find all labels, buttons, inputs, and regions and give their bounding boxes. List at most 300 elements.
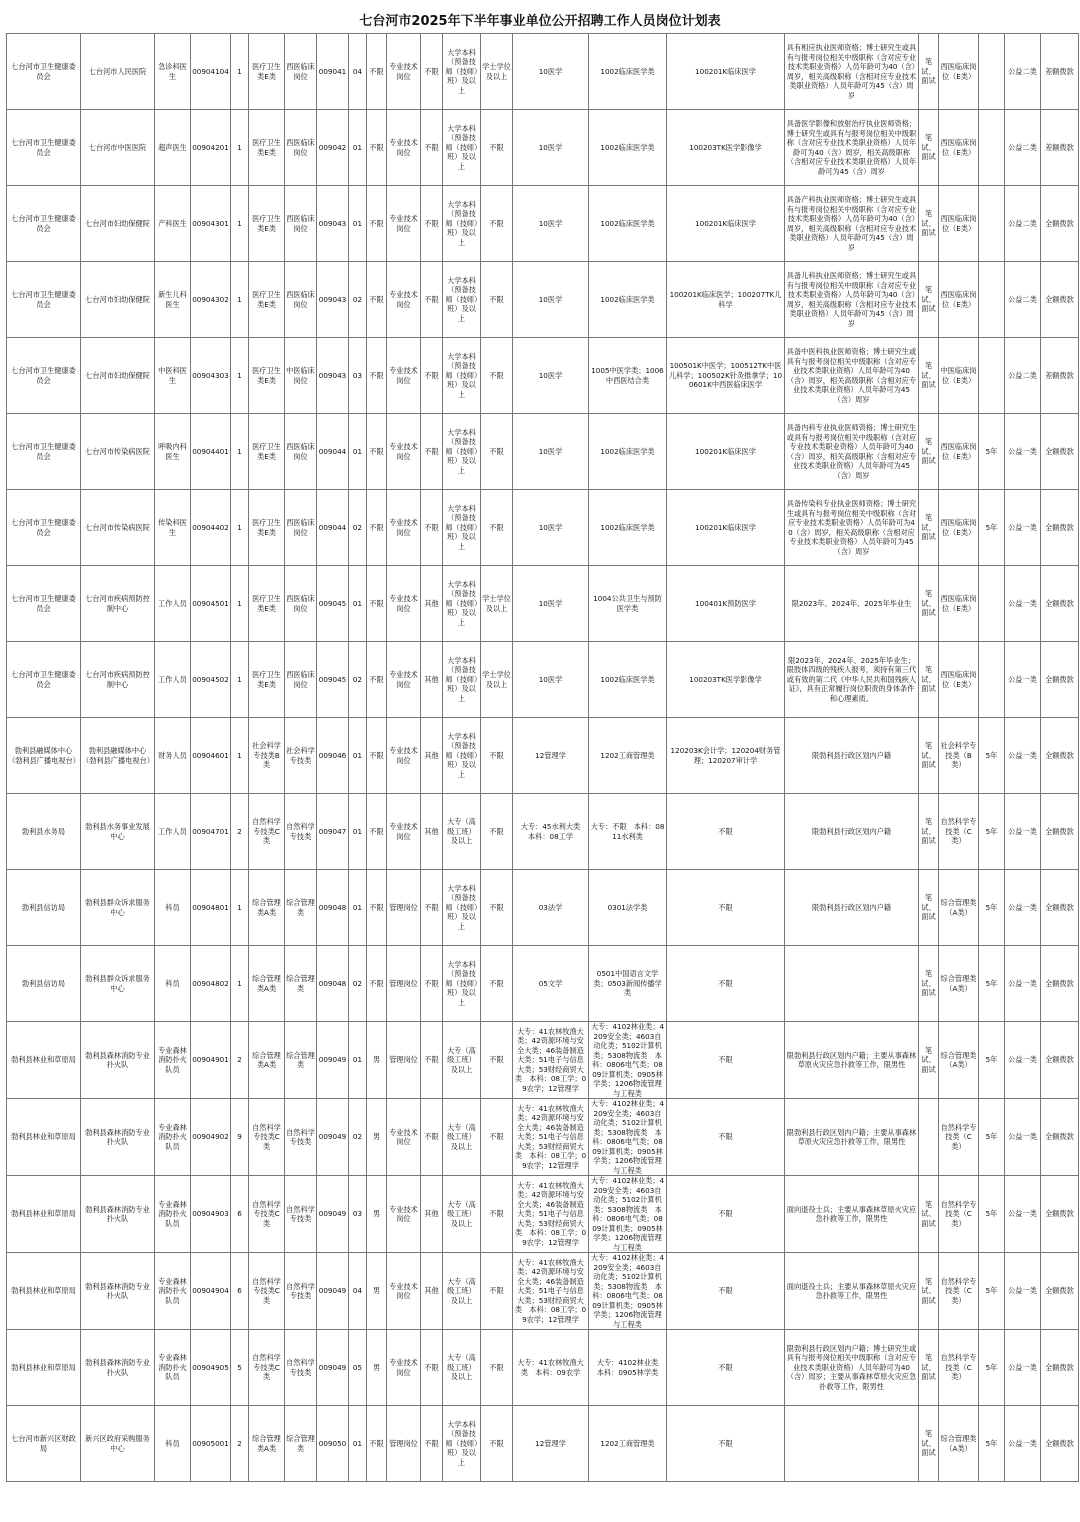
exam-method-cell: 笔试、面试	[919, 718, 939, 794]
service-term-cell: 5年	[979, 1176, 1005, 1253]
table-row	[7, 490, 1079, 566]
table-row	[7, 1022, 1079, 1099]
employer-cell: 勃利县群众诉求服务中心	[81, 946, 155, 1022]
degree-cell: 不限	[481, 338, 513, 414]
education-cell: 大专（高级工班）及以上	[443, 1022, 481, 1099]
post-type-cell: 管理岗位	[387, 870, 421, 946]
target-group-cell: 不限	[421, 1330, 443, 1406]
position-code-cell: 00904402	[191, 490, 231, 566]
exam-type-cell: 西医临床岗位	[285, 566, 317, 642]
unit-type-cell: 公益二类	[1005, 34, 1041, 110]
degree-cell: 不限	[481, 110, 513, 186]
major-cell: 不限	[667, 946, 785, 1022]
degree-cell: 不限	[481, 1176, 513, 1253]
funding-type-cell: 全额拨款	[1041, 718, 1079, 794]
competent-dept-cell: 勃利县信访局	[7, 946, 81, 1022]
post-type-cell: 专业技术岗位	[387, 642, 421, 718]
education-cell: 大专（高级工班）及以上	[443, 794, 481, 870]
major-class-cell: 0301法学类	[589, 870, 667, 946]
degree-cell: 不限	[481, 794, 513, 870]
major-class-cell: 1202工商管理类	[589, 718, 667, 794]
exam-method-cell: 笔试、面试	[919, 794, 939, 870]
position-code-cell: 00904301	[191, 186, 231, 262]
headcount-cell: 1	[231, 110, 249, 186]
written-exam-subject-cell: 西医临床岗位（E类）	[939, 414, 979, 490]
headcount-cell: 2	[231, 1406, 249, 1482]
group-seq-cell: 03	[349, 338, 367, 414]
table-row	[7, 186, 1079, 262]
group-seq-cell: 02	[349, 490, 367, 566]
major-class-cell: 大专：不限 本科：0811水利类	[589, 794, 667, 870]
competent-dept-cell: 七台河市新兴区财政局	[7, 1406, 81, 1482]
job-plan-table	[6, 33, 1079, 1482]
major-cell: 不限	[667, 1022, 785, 1099]
degree-cell: 不限	[481, 1406, 513, 1482]
major-field-cell: 10医学	[513, 414, 589, 490]
group-seq-cell: 05	[349, 1330, 367, 1406]
group-seq-cell: 02	[349, 642, 367, 718]
unit-type-cell: 公益一类	[1005, 1253, 1041, 1330]
service-term-cell	[979, 186, 1005, 262]
position-category-cell: 自然科学专技类C类	[249, 1253, 285, 1330]
service-term-cell: 5年	[979, 794, 1005, 870]
exam-type-cell: 中医临床岗位	[285, 338, 317, 414]
education-cell: 大专（高级工班）及以上	[443, 1330, 481, 1406]
employer-cell: 七台河市中医医院	[81, 110, 155, 186]
position-code-cell: 00904501	[191, 566, 231, 642]
gender-cell: 不限	[367, 718, 387, 794]
position-category-cell: 自然科学专技类C类	[249, 1330, 285, 1406]
major-cell: 不限	[667, 1406, 785, 1482]
competent-dept-cell: 勃利县融媒体中心（勃利县广播电视台）	[7, 718, 81, 794]
position-category-cell: 医疗卫生类E类	[249, 566, 285, 642]
major-cell: 100501K中医学；100512TK中医儿科学；100502K针灸推拿学；100601K中西医临床医学	[667, 338, 785, 414]
position-category-cell: 综合管理类A类	[249, 946, 285, 1022]
funding-type-cell: 差额拨款	[1041, 34, 1079, 110]
degree-cell: 不限	[481, 718, 513, 794]
position-code-cell: 00904601	[191, 718, 231, 794]
exam-type-cell: 综合管理类	[285, 870, 317, 946]
education-cell: 大学本科（预备技师（技师）班）及以上	[443, 34, 481, 110]
headcount-cell: 1	[231, 338, 249, 414]
funding-type-cell: 全额拨款	[1041, 490, 1079, 566]
headcount-cell: 2	[231, 794, 249, 870]
funding-type-cell: 全额拨款	[1041, 870, 1079, 946]
post-type-cell: 专业技术岗位	[387, 490, 421, 566]
education-cell: 大学本科（预备技师（技师）班）及以上	[443, 338, 481, 414]
gender-cell: 不限	[367, 490, 387, 566]
gender-cell: 不限	[367, 946, 387, 1022]
position-name-cell: 新生儿科医生	[155, 262, 191, 338]
table-row	[7, 1176, 1079, 1253]
gender-cell: 男	[367, 1253, 387, 1330]
service-term-cell: 5年	[979, 1253, 1005, 1330]
unit-type-cell: 公益一类	[1005, 1176, 1041, 1253]
target-group-cell: 不限	[421, 414, 443, 490]
written-exam-subject-cell: 西医临床岗位（E类）	[939, 262, 979, 338]
written-exam-subject-cell: 西医临床岗位（E类）	[939, 490, 979, 566]
service-term-cell	[979, 34, 1005, 110]
written-exam-subject-cell: 自然科学专技类（C类）	[939, 1330, 979, 1406]
position-code-cell: 00904903	[191, 1176, 231, 1253]
education-cell: 大学本科（预备技师（技师）班）及以上	[443, 718, 481, 794]
employer-cell: 七台河市传染病医院	[81, 414, 155, 490]
education-cell: 大学本科（预备技师（技师）班）及以上	[443, 490, 481, 566]
exam-group-cell: 009043	[317, 338, 349, 414]
competent-dept-cell: 七台河市卫生健康委员会	[7, 186, 81, 262]
gender-cell: 不限	[367, 338, 387, 414]
exam-group-cell: 009047	[317, 794, 349, 870]
degree-cell: 不限	[481, 1253, 513, 1330]
position-code-cell: 00904104	[191, 34, 231, 110]
education-cell: 大学本科（预备技师（技师）班）及以上	[443, 566, 481, 642]
major-class-cell: 1002临床医学类	[589, 262, 667, 338]
position-category-cell: 医疗卫生类E类	[249, 414, 285, 490]
other-requirements-cell: 限2023年、2024年、2025年毕业生	[785, 566, 919, 642]
major-cell: 100203TK医学影像学	[667, 110, 785, 186]
unit-type-cell: 公益一类	[1005, 566, 1041, 642]
post-type-cell: 专业技术岗位	[387, 186, 421, 262]
exam-group-cell: 009049	[317, 1330, 349, 1406]
employer-cell: 勃利县森林消防专业扑火队	[81, 1253, 155, 1330]
gender-cell: 男	[367, 1330, 387, 1406]
competent-dept-cell: 七台河市卫生健康委员会	[7, 414, 81, 490]
target-group-cell: 不限	[421, 338, 443, 414]
unit-type-cell: 公益一类	[1005, 1022, 1041, 1099]
exam-method-cell	[919, 1099, 939, 1176]
position-name-cell: 超声医生	[155, 110, 191, 186]
unit-type-cell: 公益二类	[1005, 262, 1041, 338]
table-row	[7, 338, 1079, 414]
other-requirements-cell: 面向退役士兵；主要从事森林草原火灾应急扑救等工作，限男性	[785, 1253, 919, 1330]
position-category-cell: 医疗卫生类E类	[249, 262, 285, 338]
exam-group-cell: 009041	[317, 34, 349, 110]
position-code-cell: 00904905	[191, 1330, 231, 1406]
post-type-cell: 专业技术岗位	[387, 110, 421, 186]
other-requirements-cell: 具备传染科专业执业医师资格；博士研究生或具有与报考岗位相关中级职称（含对应专业技术类职业资格）人员年龄可为40（含）周岁，相关高级职称（含相对应专业技术类职业资格）人员年龄可为45（含）周岁	[785, 490, 919, 566]
education-cell: 大学本科（预备技师（技师）班）及以上	[443, 186, 481, 262]
target-group-cell: 其他	[421, 1253, 443, 1330]
position-name-cell: 中医科医生	[155, 338, 191, 414]
funding-type-cell: 全额拨款	[1041, 1253, 1079, 1330]
position-category-cell: 医疗卫生类E类	[249, 110, 285, 186]
exam-method-cell: 笔试、面试	[919, 566, 939, 642]
target-group-cell: 不限	[421, 1099, 443, 1176]
competent-dept-cell: 七台河市卫生健康委员会	[7, 110, 81, 186]
group-seq-cell: 01	[349, 794, 367, 870]
target-group-cell: 其他	[421, 642, 443, 718]
employer-cell: 勃利县群众诉求服务中心	[81, 870, 155, 946]
other-requirements-cell: 限勃利县行政区划内户籍；主要从事森林草原火灾应急扑救等工作，限男性	[785, 1099, 919, 1176]
written-exam-subject-cell: 自然科学专技类（C类）	[939, 1176, 979, 1253]
gender-cell: 不限	[367, 870, 387, 946]
major-class-cell: 大专：4102林业类；4209安全类；4603自动化类；5102计算机类；5308物流类 本科：0806电气类；0809计算机类；0905林学类；1206物流管理与工程类	[589, 1176, 667, 1253]
service-term-cell: 5年	[979, 946, 1005, 1022]
target-group-cell: 其他	[421, 718, 443, 794]
employer-cell: 七台河市妇幼保健院	[81, 338, 155, 414]
major-cell: 不限	[667, 794, 785, 870]
exam-method-cell: 笔试、面试	[919, 870, 939, 946]
funding-type-cell: 全额拨款	[1041, 1022, 1079, 1099]
position-category-cell: 自然科学专技类C类	[249, 794, 285, 870]
exam-method-cell: 笔试、面试	[919, 34, 939, 110]
other-requirements-cell: 限勃利县行政区划内户籍	[785, 794, 919, 870]
target-group-cell: 其他	[421, 1176, 443, 1253]
other-requirements-cell: 限勃利县行政区划内户籍	[785, 718, 919, 794]
competent-dept-cell: 勃利县林业和草原局	[7, 1099, 81, 1176]
written-exam-subject-cell: 自然科学专技类（C类）	[939, 794, 979, 870]
funding-type-cell: 全额拨款	[1041, 1330, 1079, 1406]
table-row	[7, 1330, 1079, 1406]
exam-type-cell: 西医临床岗位	[285, 642, 317, 718]
major-class-cell: 1002临床医学类	[589, 34, 667, 110]
major-field-cell: 大专：41农林牧渔大类；42资源环境与安全大类；46装备制造大类；51电子与信息大类；53财经商贸大类 本科：08工学；09农学；12管理学	[513, 1022, 589, 1099]
table-row	[7, 718, 1079, 794]
exam-type-cell: 西医临床岗位	[285, 262, 317, 338]
major-cell: 不限	[667, 1253, 785, 1330]
major-class-cell: 1002临床医学类	[589, 110, 667, 186]
exam-group-cell: 009044	[317, 414, 349, 490]
group-seq-cell: 01	[349, 186, 367, 262]
major-cell: 不限	[667, 870, 785, 946]
exam-method-cell: 笔试、面试	[919, 946, 939, 1022]
major-field-cell: 10医学	[513, 338, 589, 414]
target-group-cell: 不限	[421, 870, 443, 946]
employer-cell: 七台河市传染病医院	[81, 490, 155, 566]
group-seq-cell: 02	[349, 262, 367, 338]
group-seq-cell: 03	[349, 1176, 367, 1253]
exam-type-cell: 西医临床岗位	[285, 490, 317, 566]
major-field-cell: 大专：45水利大类 本科：08工学	[513, 794, 589, 870]
degree-cell: 不限	[481, 186, 513, 262]
group-seq-cell: 01	[349, 1022, 367, 1099]
table-row	[7, 1253, 1079, 1330]
written-exam-subject-cell: 综合管理类（A类）	[939, 870, 979, 946]
post-type-cell: 专业技术岗位	[387, 794, 421, 870]
other-requirements-cell: 具备内科专业执业医师资格；博士研究生或具有与报考岗位相关中级职称（含对应专业技术类职业资格）人员年龄可为40（含）周岁，相关高级职称（含相对应专业技术类职业资格）人员年龄可为45（含）周岁	[785, 414, 919, 490]
position-code-cell: 00904802	[191, 946, 231, 1022]
education-cell: 大学本科（预备技师（技师）班）及以上	[443, 262, 481, 338]
exam-method-cell: 笔试、面试	[919, 414, 939, 490]
written-exam-subject-cell: 社会科学专技类（B类）	[939, 718, 979, 794]
written-exam-subject-cell: 西医临床岗位（E类）	[939, 186, 979, 262]
education-cell: 大学本科（预备技师（技师）班）及以上	[443, 870, 481, 946]
group-seq-cell: 01	[349, 718, 367, 794]
gender-cell: 不限	[367, 642, 387, 718]
major-field-cell: 12管理学	[513, 718, 589, 794]
funding-type-cell: 全额拨款	[1041, 946, 1079, 1022]
position-category-cell: 医疗卫生类E类	[249, 34, 285, 110]
target-group-cell: 不限	[421, 1022, 443, 1099]
exam-method-cell: 笔试、面试	[919, 490, 939, 566]
gender-cell: 男	[367, 1176, 387, 1253]
employer-cell: 勃利县森林消防专业扑火队	[81, 1176, 155, 1253]
headcount-cell: 5	[231, 1330, 249, 1406]
headcount-cell: 1	[231, 186, 249, 262]
exam-type-cell: 综合管理类	[285, 1022, 317, 1099]
funding-type-cell: 全额拨款	[1041, 566, 1079, 642]
employer-cell: 七台河市妇幼保健院	[81, 262, 155, 338]
unit-type-cell: 公益一类	[1005, 642, 1041, 718]
employer-cell: 新兴区政府采购服务中心	[81, 1406, 155, 1482]
target-group-cell: 不限	[421, 110, 443, 186]
service-term-cell	[979, 262, 1005, 338]
unit-type-cell: 公益一类	[1005, 414, 1041, 490]
employer-cell: 七台河市人民医院	[81, 34, 155, 110]
degree-cell: 不限	[481, 946, 513, 1022]
major-field-cell: 10医学	[513, 490, 589, 566]
education-cell: 大专（高级工班）及以上	[443, 1176, 481, 1253]
exam-type-cell: 自然科学专技类	[285, 794, 317, 870]
degree-cell: 不限	[481, 414, 513, 490]
service-term-cell: 5年	[979, 1330, 1005, 1406]
exam-method-cell: 笔试、面试	[919, 1406, 939, 1482]
other-requirements-cell: 限勃利县行政区划内户籍；主要从事森林草原火灾应急扑救等工作，限男性	[785, 1022, 919, 1099]
competent-dept-cell: 七台河市卫生健康委员会	[7, 490, 81, 566]
unit-type-cell: 公益二类	[1005, 110, 1041, 186]
group-seq-cell: 04	[349, 34, 367, 110]
exam-type-cell: 西医临床岗位	[285, 34, 317, 110]
funding-type-cell: 全额拨款	[1041, 414, 1079, 490]
competent-dept-cell: 勃利县信访局	[7, 870, 81, 946]
competent-dept-cell: 勃利县林业和草原局	[7, 1253, 81, 1330]
degree-cell: 不限	[481, 490, 513, 566]
position-name-cell: 工作人员	[155, 642, 191, 718]
exam-group-cell: 009046	[317, 718, 349, 794]
major-cell: 100401K预防医学	[667, 566, 785, 642]
position-category-cell: 医疗卫生类E类	[249, 186, 285, 262]
post-type-cell: 管理岗位	[387, 1022, 421, 1099]
education-cell: 大学本科（预备技师（技师）班）及以上	[443, 946, 481, 1022]
major-field-cell: 大专：41农林牧渔大类；42资源环境与安全大类；46装备制造大类；51电子与信息大类；53财经商贸大类 本科：08工学；09农学；12管理学	[513, 1099, 589, 1176]
written-exam-subject-cell: 综合管理类（A类）	[939, 946, 979, 1022]
position-code-cell: 00904801	[191, 870, 231, 946]
exam-group-cell: 009049	[317, 1176, 349, 1253]
competent-dept-cell: 七台河市卫生健康委员会	[7, 566, 81, 642]
post-type-cell: 专业技术岗位	[387, 262, 421, 338]
position-category-cell: 综合管理类A类	[249, 1406, 285, 1482]
group-seq-cell: 04	[349, 1253, 367, 1330]
exam-method-cell: 笔试、面试	[919, 262, 939, 338]
major-class-cell: 大专：4102林业类；4209安全类；4603自动化类；5102计算机类；5308物流类 本科：0806电气类；0809计算机类；0905林学类；1206物流管理与工程类	[589, 1253, 667, 1330]
written-exam-subject-cell: 西医临床岗位（E类）	[939, 34, 979, 110]
unit-type-cell: 公益一类	[1005, 794, 1041, 870]
major-field-cell: 12管理学	[513, 1406, 589, 1482]
unit-type-cell: 公益一类	[1005, 490, 1041, 566]
target-group-cell: 其他	[421, 566, 443, 642]
degree-cell: 学士学位及以上	[481, 566, 513, 642]
other-requirements-cell: 具有相应执业医师资格；博士研究生或具有与报考岗位相关中级职称（含对应专业技术类职业资格）人员年龄可为40（含）周岁，相关高级职称（含相对应专业技术类职业资格）人员年龄可为45（含）周岁	[785, 34, 919, 110]
major-cell: 不限	[667, 1099, 785, 1176]
major-class-cell: 1002临床医学类	[589, 186, 667, 262]
other-requirements-cell: 限勃利县行政区划内户籍	[785, 870, 919, 946]
major-field-cell: 03法学	[513, 870, 589, 946]
table-row	[7, 110, 1079, 186]
headcount-cell: 2	[231, 1022, 249, 1099]
table-row	[7, 414, 1079, 490]
position-category-cell: 医疗卫生类E类	[249, 490, 285, 566]
exam-method-cell: 笔试、面试	[919, 338, 939, 414]
exam-type-cell: 自然科学专技类	[285, 1099, 317, 1176]
position-category-cell: 自然科学专技类C类	[249, 1099, 285, 1176]
position-code-cell: 00904701	[191, 794, 231, 870]
headcount-cell: 6	[231, 1253, 249, 1330]
funding-type-cell: 差额拨款	[1041, 110, 1079, 186]
unit-type-cell: 公益一类	[1005, 1330, 1041, 1406]
major-field-cell: 10医学	[513, 186, 589, 262]
major-field-cell: 10医学	[513, 566, 589, 642]
table-row	[7, 946, 1079, 1022]
competent-dept-cell: 勃利县林业和草原局	[7, 1330, 81, 1406]
position-category-cell: 综合管理类A类	[249, 870, 285, 946]
major-class-cell: 1005中医学类；1006中西医结合类	[589, 338, 667, 414]
position-name-cell: 工作人员	[155, 566, 191, 642]
other-requirements-cell: 具备产科执业医师资格；博士研究生或具有与报考岗位相关中级职称（含对应专业技术类职业资格）人员年龄可为40（含）周岁，相关高级职称（含相对应专业技术类职业资格）人员年龄可为45（含）周岁	[785, 186, 919, 262]
post-type-cell: 专业技术岗位	[387, 566, 421, 642]
headcount-cell: 1	[231, 414, 249, 490]
exam-type-cell: 社会科学专技类	[285, 718, 317, 794]
major-class-cell: 0501中国语言文学类；0503新闻传播学类	[589, 946, 667, 1022]
gender-cell: 男	[367, 1099, 387, 1176]
exam-group-cell: 009049	[317, 1099, 349, 1176]
service-term-cell: 5年	[979, 490, 1005, 566]
exam-group-cell: 009048	[317, 946, 349, 1022]
post-type-cell: 管理岗位	[387, 946, 421, 1022]
funding-type-cell: 全额拨款	[1041, 186, 1079, 262]
position-code-cell: 00904901	[191, 1022, 231, 1099]
education-cell: 大专（高级工班）及以上	[443, 1253, 481, 1330]
service-term-cell	[979, 338, 1005, 414]
position-code-cell: 00904904	[191, 1253, 231, 1330]
employer-cell: 七台河市疾病预防控制中心	[81, 642, 155, 718]
headcount-cell: 1	[231, 642, 249, 718]
gender-cell: 不限	[367, 262, 387, 338]
unit-type-cell: 公益二类	[1005, 186, 1041, 262]
exam-group-cell: 009045	[317, 566, 349, 642]
major-cell: 100201K临床医学；100207TK儿科学	[667, 262, 785, 338]
written-exam-subject-cell: 中医临床岗位（E类）	[939, 338, 979, 414]
education-cell: 大学本科（预备技师（技师）班）及以上	[443, 414, 481, 490]
employer-cell: 勃利县森林消防专业扑火队	[81, 1022, 155, 1099]
education-cell: 大学本科（预备技师（技师）班）及以上	[443, 642, 481, 718]
other-requirements-cell	[785, 946, 919, 1022]
group-seq-cell: 01	[349, 1406, 367, 1482]
exam-group-cell: 009043	[317, 186, 349, 262]
degree-cell: 不限	[481, 1330, 513, 1406]
headcount-cell: 6	[231, 1176, 249, 1253]
exam-method-cell: 笔试、面试	[919, 642, 939, 718]
written-exam-subject-cell: 西医临床岗位（E类）	[939, 642, 979, 718]
position-category-cell: 医疗卫生类E类	[249, 338, 285, 414]
exam-group-cell: 009045	[317, 642, 349, 718]
other-requirements-cell: 具备医学影像和放射治疗执业医师资格；博士研究生或具有与报考岗位相关中级职称（含对应专业技术类职业资格）人员年龄可为40（含）周岁，相关高级职称（含相对应专业技术类职业资格）人员年龄可为45（含）周岁	[785, 110, 919, 186]
employer-cell: 勃利县森林消防专业扑火队	[81, 1330, 155, 1406]
table-row	[7, 870, 1079, 946]
competent-dept-cell: 七台河市卫生健康委员会	[7, 34, 81, 110]
post-type-cell: 专业技术岗位	[387, 1330, 421, 1406]
major-cell: 不限	[667, 1330, 785, 1406]
exam-method-cell: 笔试、面试	[919, 1022, 939, 1099]
service-term-cell: 5年	[979, 1022, 1005, 1099]
major-cell: 不限	[667, 1176, 785, 1253]
post-type-cell: 专业技术岗位	[387, 1253, 421, 1330]
exam-group-cell: 009050	[317, 1406, 349, 1482]
exam-method-cell: 笔试、面试	[919, 1176, 939, 1253]
position-code-cell: 00904902	[191, 1099, 231, 1176]
position-name-cell: 专业森林消防扑火队员	[155, 1253, 191, 1330]
gender-cell: 不限	[367, 794, 387, 870]
position-name-cell: 科员	[155, 946, 191, 1022]
